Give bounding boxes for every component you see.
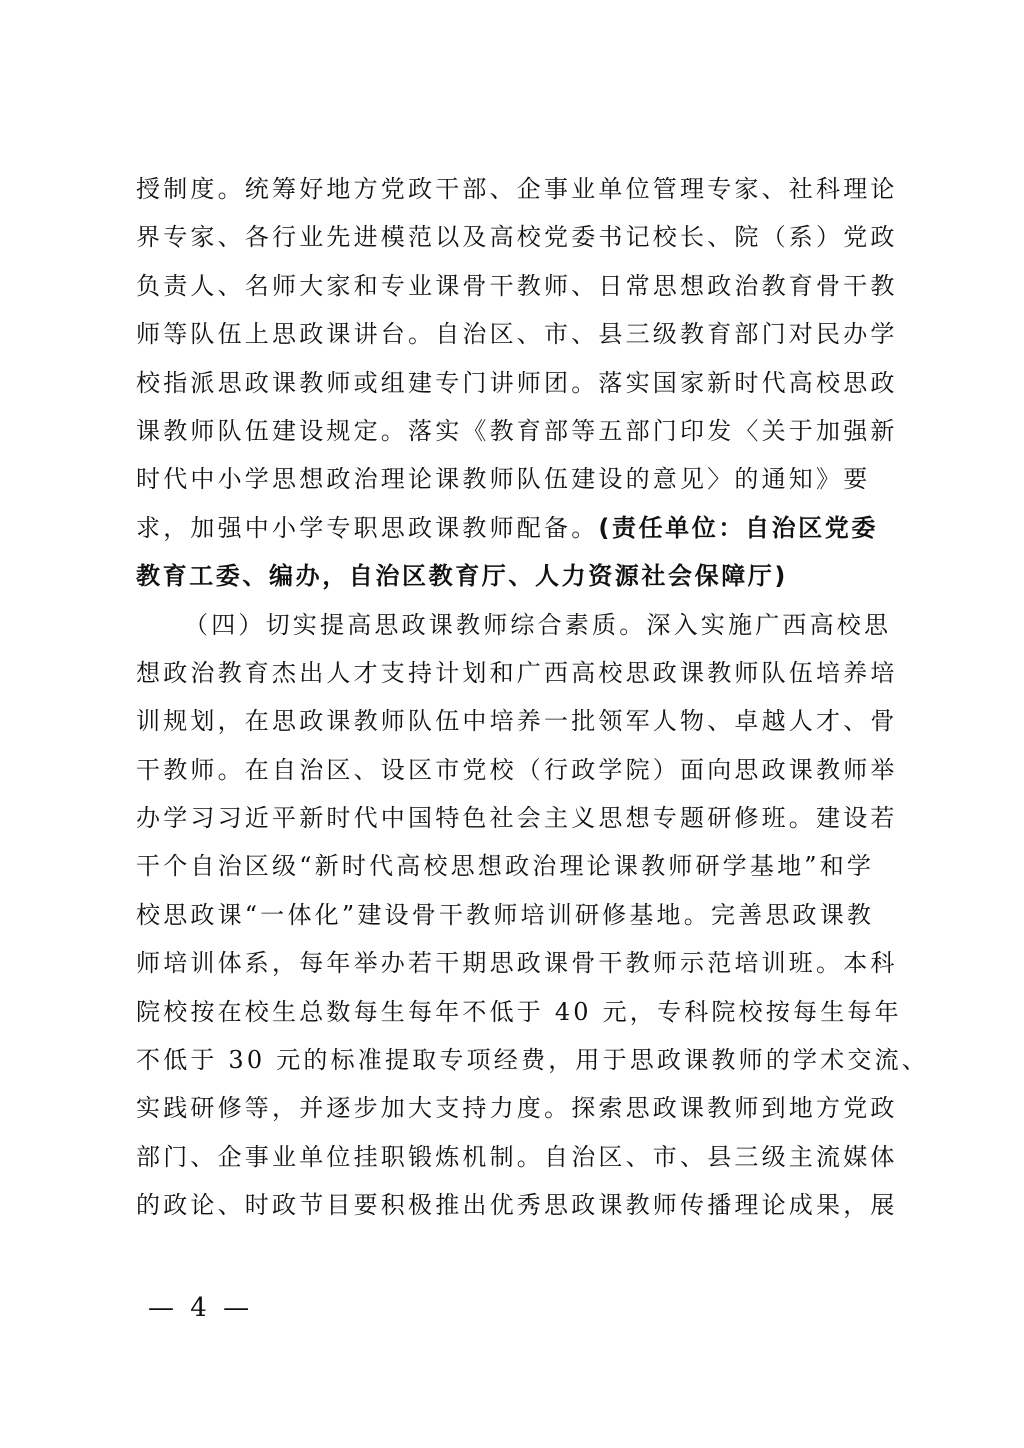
text-line: 部门、企事业单位挂职锻炼机制。自治区、市、县三级主流媒体 bbox=[136, 1142, 898, 1171]
text-line: 时代中小学思想政治理论课教师队伍建设的意见〉的通知》要 bbox=[136, 465, 871, 494]
line-text: 求，加强中小学专职思政课教师配备。 bbox=[136, 513, 599, 542]
text-line: 实践研修等，并逐步加大支持力度。探索思政课教师到地方党政 bbox=[136, 1094, 898, 1123]
text-line: 校指派思政课教师或组建专门讲师团。落实国家新时代高校思政 bbox=[136, 368, 898, 397]
text-line: 训规划，在思政课教师队伍中培养一批领军人物、卓越人才、骨 bbox=[136, 707, 898, 736]
body-text bbox=[136, 165, 929, 1230]
text-line: 院校按在校生总数每生每年不低于 40 元，专科院校按每生每年 bbox=[136, 997, 902, 1026]
page-number: — 4 — bbox=[148, 1293, 254, 1323]
text-line: 干个自治区级“新时代高校思想政治理论课教师研学基地”和学 bbox=[136, 852, 875, 881]
text-line: 师培训体系，每年举办若干期思政课骨干教师示范培训班。本科 bbox=[136, 949, 898, 978]
text-line: 课教师队伍建设规定。落实《教育部等五部门印发〈关于加强新 bbox=[136, 416, 898, 445]
text-line: 校思政课“一体化”建设骨干教师培训研修基地。完善思政课教 bbox=[136, 900, 875, 929]
text-line: 师等队伍上思政课讲台。自治区、市、县三级教育部门对民办学 bbox=[136, 320, 898, 349]
text-line: 想政治教育杰出人才支持计划和广西高校思政课教师队伍培养培 bbox=[136, 658, 898, 687]
text-line: 授制度。统筹好地方党政干部、企事业单位管理专家、社科理论 bbox=[136, 175, 898, 203]
text-line: 不低于 30 元的标准提取专项经费，用于思政课教师的学术交流、 bbox=[136, 1046, 929, 1075]
text-line: 办学习习近平新时代中国特色社会主义思想专题研修班。建设若 bbox=[136, 804, 898, 833]
text-line: 干教师。在自治区、设区市党校（行政学院）面向思政课教师举 bbox=[136, 755, 898, 784]
section-heading-line: （四）切实提高思政课教师综合素质。深入实施广西高校思 bbox=[184, 610, 892, 639]
text-line: 界专家、各行业先进模范以及高校党委书记校长、院（系）党政 bbox=[136, 223, 898, 252]
text-line: 的政论、时政节目要积极推出优秀思政课教师传播理论成果，展 bbox=[136, 1191, 898, 1220]
text-line bbox=[136, 504, 888, 552]
responsibility-note: (责任单位：自治区党委 bbox=[598, 513, 878, 542]
responsibility-note: 教育工委、编办，自治区教育厅、人力资源社会保障厅) bbox=[136, 562, 788, 591]
text-line: 负责人、名师大家和专业课骨干教师、日常思想政治教育骨干教 bbox=[136, 271, 898, 300]
text-line bbox=[136, 552, 888, 600]
